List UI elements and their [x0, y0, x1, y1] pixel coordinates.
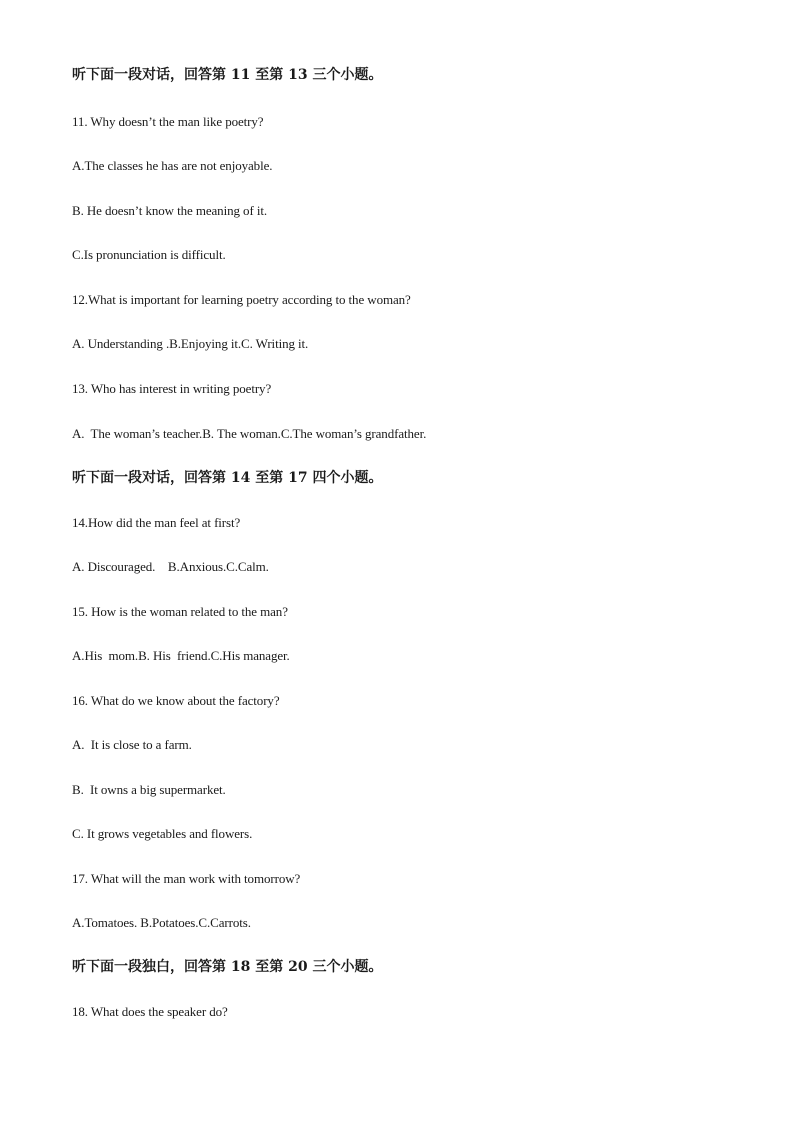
question-17-options: A.Tomatoes. B.Potatoes.C.Carrots.	[72, 915, 251, 930]
question-11-option-b: B. He doesn’t know the meaning of it.	[72, 203, 268, 218]
question-12: 12.What is important for learning poetry according to the woman?	[72, 292, 411, 307]
question-15-options: A.His mom.B. His friend.C.His manager.	[72, 648, 290, 663]
question-14: 14.How did the man feel at first?	[72, 515, 241, 530]
question-11-option-a: A.The classes he has are not enjoyable.	[72, 158, 273, 173]
question-13-options: A. The woman’s teacher.B. The woman.C.The woman’s grandfather.	[72, 426, 427, 441]
question-14-options: A. Discouraged. B.Anxious.C.Calm.	[72, 559, 269, 574]
question-12-options: A. Understanding .B.Enjoying it.C. Writing it.	[72, 336, 309, 351]
question-11-option-c: C.Is pronunciation is difficult.	[72, 247, 226, 262]
question-16: 16. What do we know about the factory?	[72, 693, 280, 708]
question-13: 13. Who has interest in writing poetry?	[72, 381, 272, 396]
question-16-option-b: B. It owns a big supermarket.	[72, 782, 226, 797]
question-16-option-c: C. It grows vegetables and flowers.	[72, 826, 253, 841]
section-heading-11-13: 听下面一段对话，回答第 11 至第 13 三个小题。	[72, 67, 383, 83]
question-18: 18. What does the speaker do?	[72, 1004, 228, 1019]
section-heading-14-17: 听下面一段对话，回答第 14 至第 17 四个小题。	[72, 470, 383, 486]
question-16-option-a: A. It is close to a farm.	[72, 737, 192, 752]
question-17: 17. What will the man work with tomorrow?	[72, 871, 301, 886]
section-heading-18-20: 听下面一段独白，回答第 18 至第 20 三个小题。	[72, 959, 383, 975]
question-11: 11. Why doesn’t the man like poetry?	[72, 114, 264, 129]
question-15: 15. How is the woman related to the man?	[72, 604, 288, 619]
